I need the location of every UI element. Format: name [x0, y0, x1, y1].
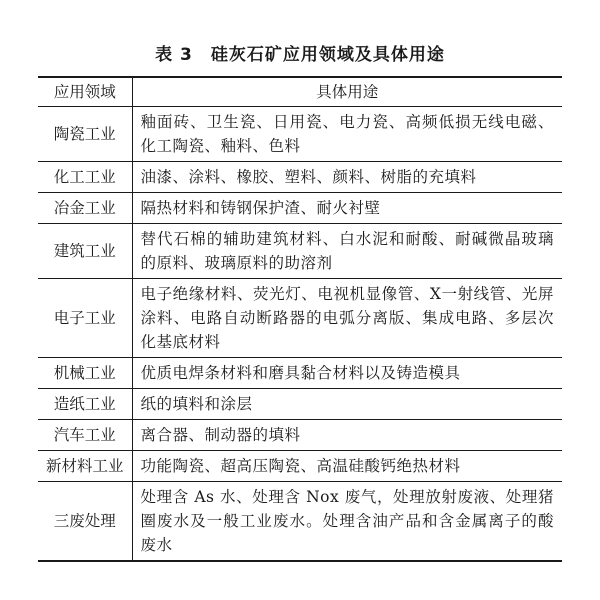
field-cell: 冶金工业 [38, 193, 132, 224]
table-row [38, 162, 562, 193]
table-row [38, 451, 562, 482]
field-cell: 化工工业 [38, 162, 132, 193]
table-row [38, 482, 562, 562]
usage-cell: 处理含 As 水、处理含 Nox 废气，处理放射废液、处理猪圈废水及一般工业废水。处理含油产品和含金属离子的酸废水 [132, 482, 562, 562]
table-row [38, 358, 562, 389]
table-title: 硅灰石矿应用领域及具体用途 [210, 45, 445, 65]
field-cell: 建筑工业 [38, 224, 132, 279]
column-header-usage: 具体用途 [132, 77, 562, 107]
usage-cell: 纸的填料和涂层 [132, 389, 562, 420]
field-cell: 汽车工业 [38, 420, 132, 451]
field-cell: 机械工业 [38, 358, 132, 389]
usage-cell: 优质电焊条材料和磨具黏合材料以及铸造模具 [132, 358, 562, 389]
table-row [38, 420, 562, 451]
usage-cell: 离合器、制动器的填料 [132, 420, 562, 451]
field-cell: 电子工业 [38, 279, 132, 358]
usage-cell: 功能陶瓷、超高压陶瓷、高温硅酸钙绝热材料 [132, 451, 562, 482]
table-row [38, 193, 562, 224]
field-cell: 陶瓷工业 [38, 107, 132, 162]
usage-cell: 替代石棉的辅助建筑材料、白水泥和耐酸、耐碱微晶玻璃的原料、玻璃原料的助溶剂 [132, 224, 562, 279]
applications-table [38, 76, 562, 562]
field-cell: 新材料工业 [38, 451, 132, 482]
table-caption [0, 40, 600, 65]
table-row [38, 279, 562, 358]
table-row [38, 224, 562, 279]
usage-cell: 隔热材料和铸钢保护渣、耐火衬壁 [132, 193, 562, 224]
table-number: 表 3 [155, 45, 193, 65]
usage-cell: 电子绝缘材料、荧光灯、电视机显像管、X一射线管、光屏涂料、电路自动断路器的电弧分离版、集成电路、多层次化基底材料 [132, 279, 562, 358]
field-cell: 造纸工业 [38, 389, 132, 420]
field-cell: 三废处理 [38, 482, 132, 562]
table-row [38, 389, 562, 420]
table-header-row [38, 77, 562, 107]
usage-cell: 油漆、涂料、橡胶、塑料、颜料、树脂的充填料 [132, 162, 562, 193]
column-header-field: 应用领域 [38, 77, 132, 107]
usage-cell: 釉面砖、卫生瓷、日用瓷、电力瓷、高频低损无线电磁、化工陶瓷、釉料、色料 [132, 107, 562, 162]
table-row [38, 107, 562, 162]
